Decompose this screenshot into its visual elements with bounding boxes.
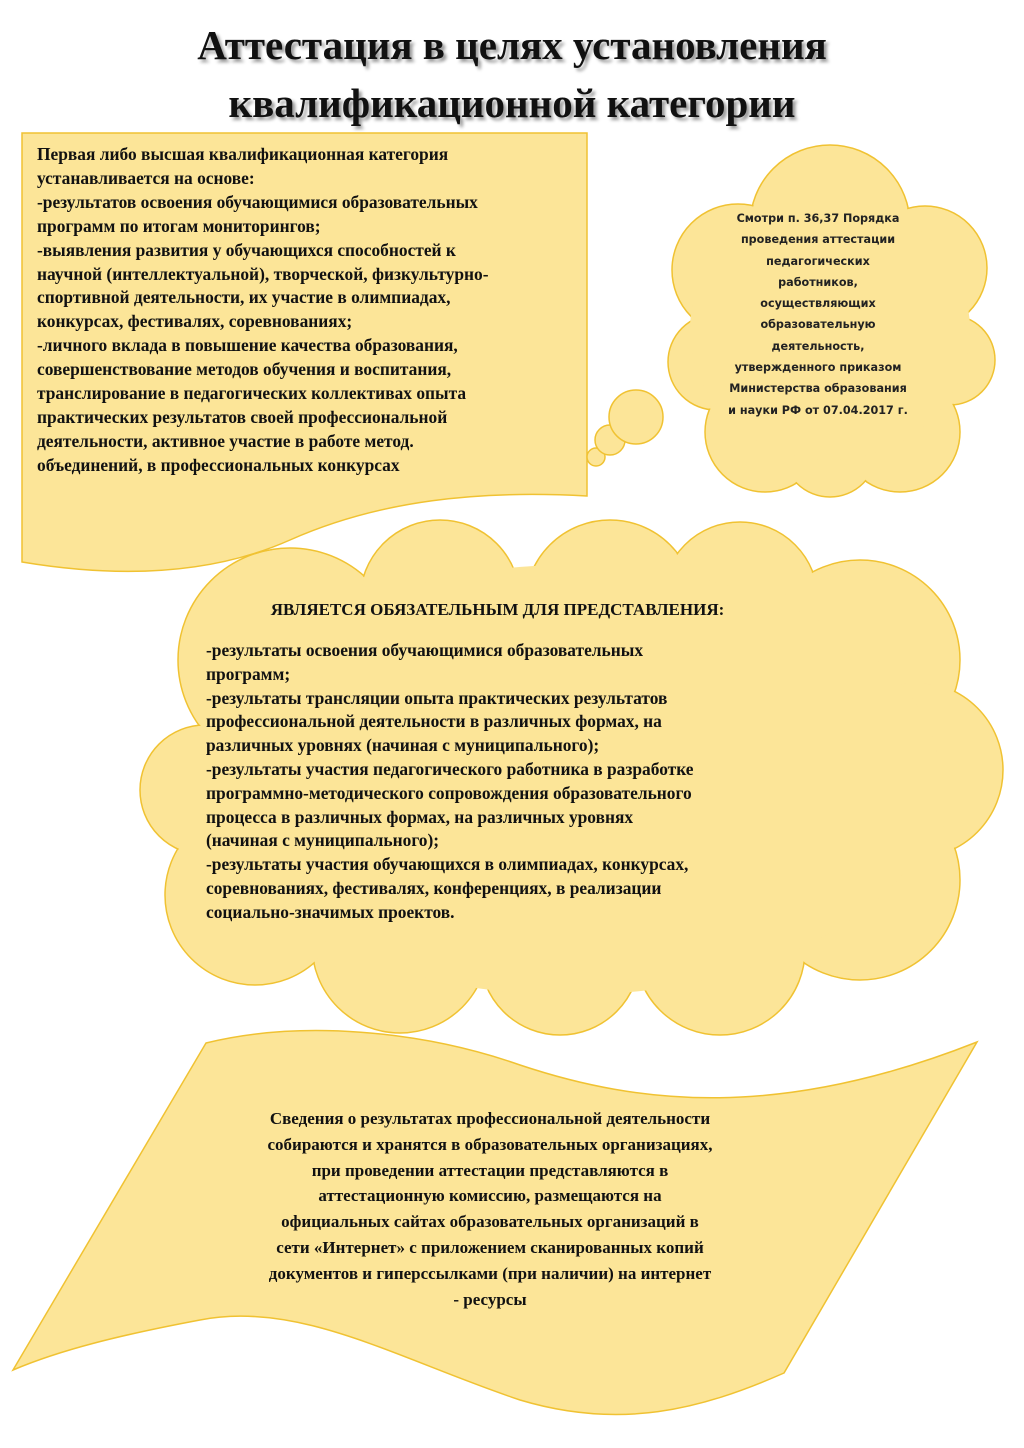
text-line: процесса в различных формах, на различных уровнях [206,806,634,827]
text-line: (начиная с муниципального); [206,830,440,851]
text-line: -результатов освоения обучающимися образовательных [37,191,478,212]
text-line: программ по итогам мониторингов; [37,215,321,236]
text-line: работников, [778,275,858,289]
text-line: официальных сайтах образовательных организаций в [281,1212,699,1232]
text-line: Министерства образования [729,382,907,396]
text-line: -результаты участия обучающихся в олимпиадах, конкурсах, [206,854,689,875]
text-line: проведения аттестации [740,233,896,247]
text-line: -выявления развития у обучающихся способностей к [37,239,456,260]
text-line: различных уровнях (начиная с муниципального); [206,735,600,756]
mandatory-list [206,639,694,925]
text-line: устанавливается на основе: [37,167,255,188]
text-line: объединений, в профессиональных конкурсах [37,454,400,475]
text-line: осуществляющих [760,297,876,311]
basis-text [37,143,597,478]
text-line: социально-значимых проектов. [206,901,455,922]
text-line: Смотри п. 36,37 Порядка [736,212,900,225]
text-line: документов и гиперссылками (при наличии) на интернет [268,1263,712,1283]
text-line: научной (интеллектуальной), творческой, физкультурно- [37,263,489,284]
text-line: транслирование в педагогических коллективах опыта [37,383,467,404]
text-line: -результаты освоения обучающимися образовательных [206,640,644,660]
text-line: утвержденного приказом [734,361,902,375]
text-line: аттестационную комиссию, размещаются на [318,1186,662,1206]
text-line: и науки РФ от 07.04.2017 г. [728,403,908,417]
text-line: спортивной деятельности, их участие в олимпиадах, [37,287,451,308]
text-line: профессиональной деятельности в различных формах, на [206,711,662,732]
text-line: собираются и хранятся в образовательных организациях, [267,1134,713,1154]
banner-text [200,1106,780,1312]
thought-bubble-text [690,208,946,421]
text-line: деятельность, [771,339,865,353]
text-line: педагогических [766,254,870,268]
text-line: деятельности, активное участие в работе метод. [37,430,414,451]
page-title-line-1: Аттестация в целях установления [197,22,827,68]
text-line: совершенствование методов обучения и воспитания, [37,359,452,380]
text-line: соревнованиях, фестивалях, конференциях, в реализации [206,877,662,898]
text-line: образовательную [760,318,876,332]
text-line: конкурсах, фестивалях, соревнованиях; [37,311,353,332]
page-title-line-2: квалификационной категории [228,80,796,126]
text-line: -результаты участия педагогического работника в разработке [206,758,694,779]
text-line: Сведения о результатах профессиональной деятельности [269,1109,711,1128]
mandatory-heading: ЯВЛЯЕТСЯ ОБЯЗАТЕЛЬНЫМ ДЛЯ ПРЕДСТАВЛЕНИЯ: [270,600,725,619]
text-line: при проведении аттестации представляются в [311,1160,669,1180]
text-line: программ; [206,663,291,684]
text-line: программно-методического сопровождения образовательного [206,782,692,803]
text-line: практических результатов своей профессиональной [37,406,448,427]
text-line: -личного вклада в повышение качества образования, [37,335,458,356]
text-line: - ресурсы [453,1289,527,1309]
text-line: -результаты трансляции опыта практических результатов [206,687,668,708]
text-line: Первая либо высшая квалификационная категория [37,144,449,164]
text-line: сети «Интернет» с приложением сканированных копий [276,1237,704,1257]
